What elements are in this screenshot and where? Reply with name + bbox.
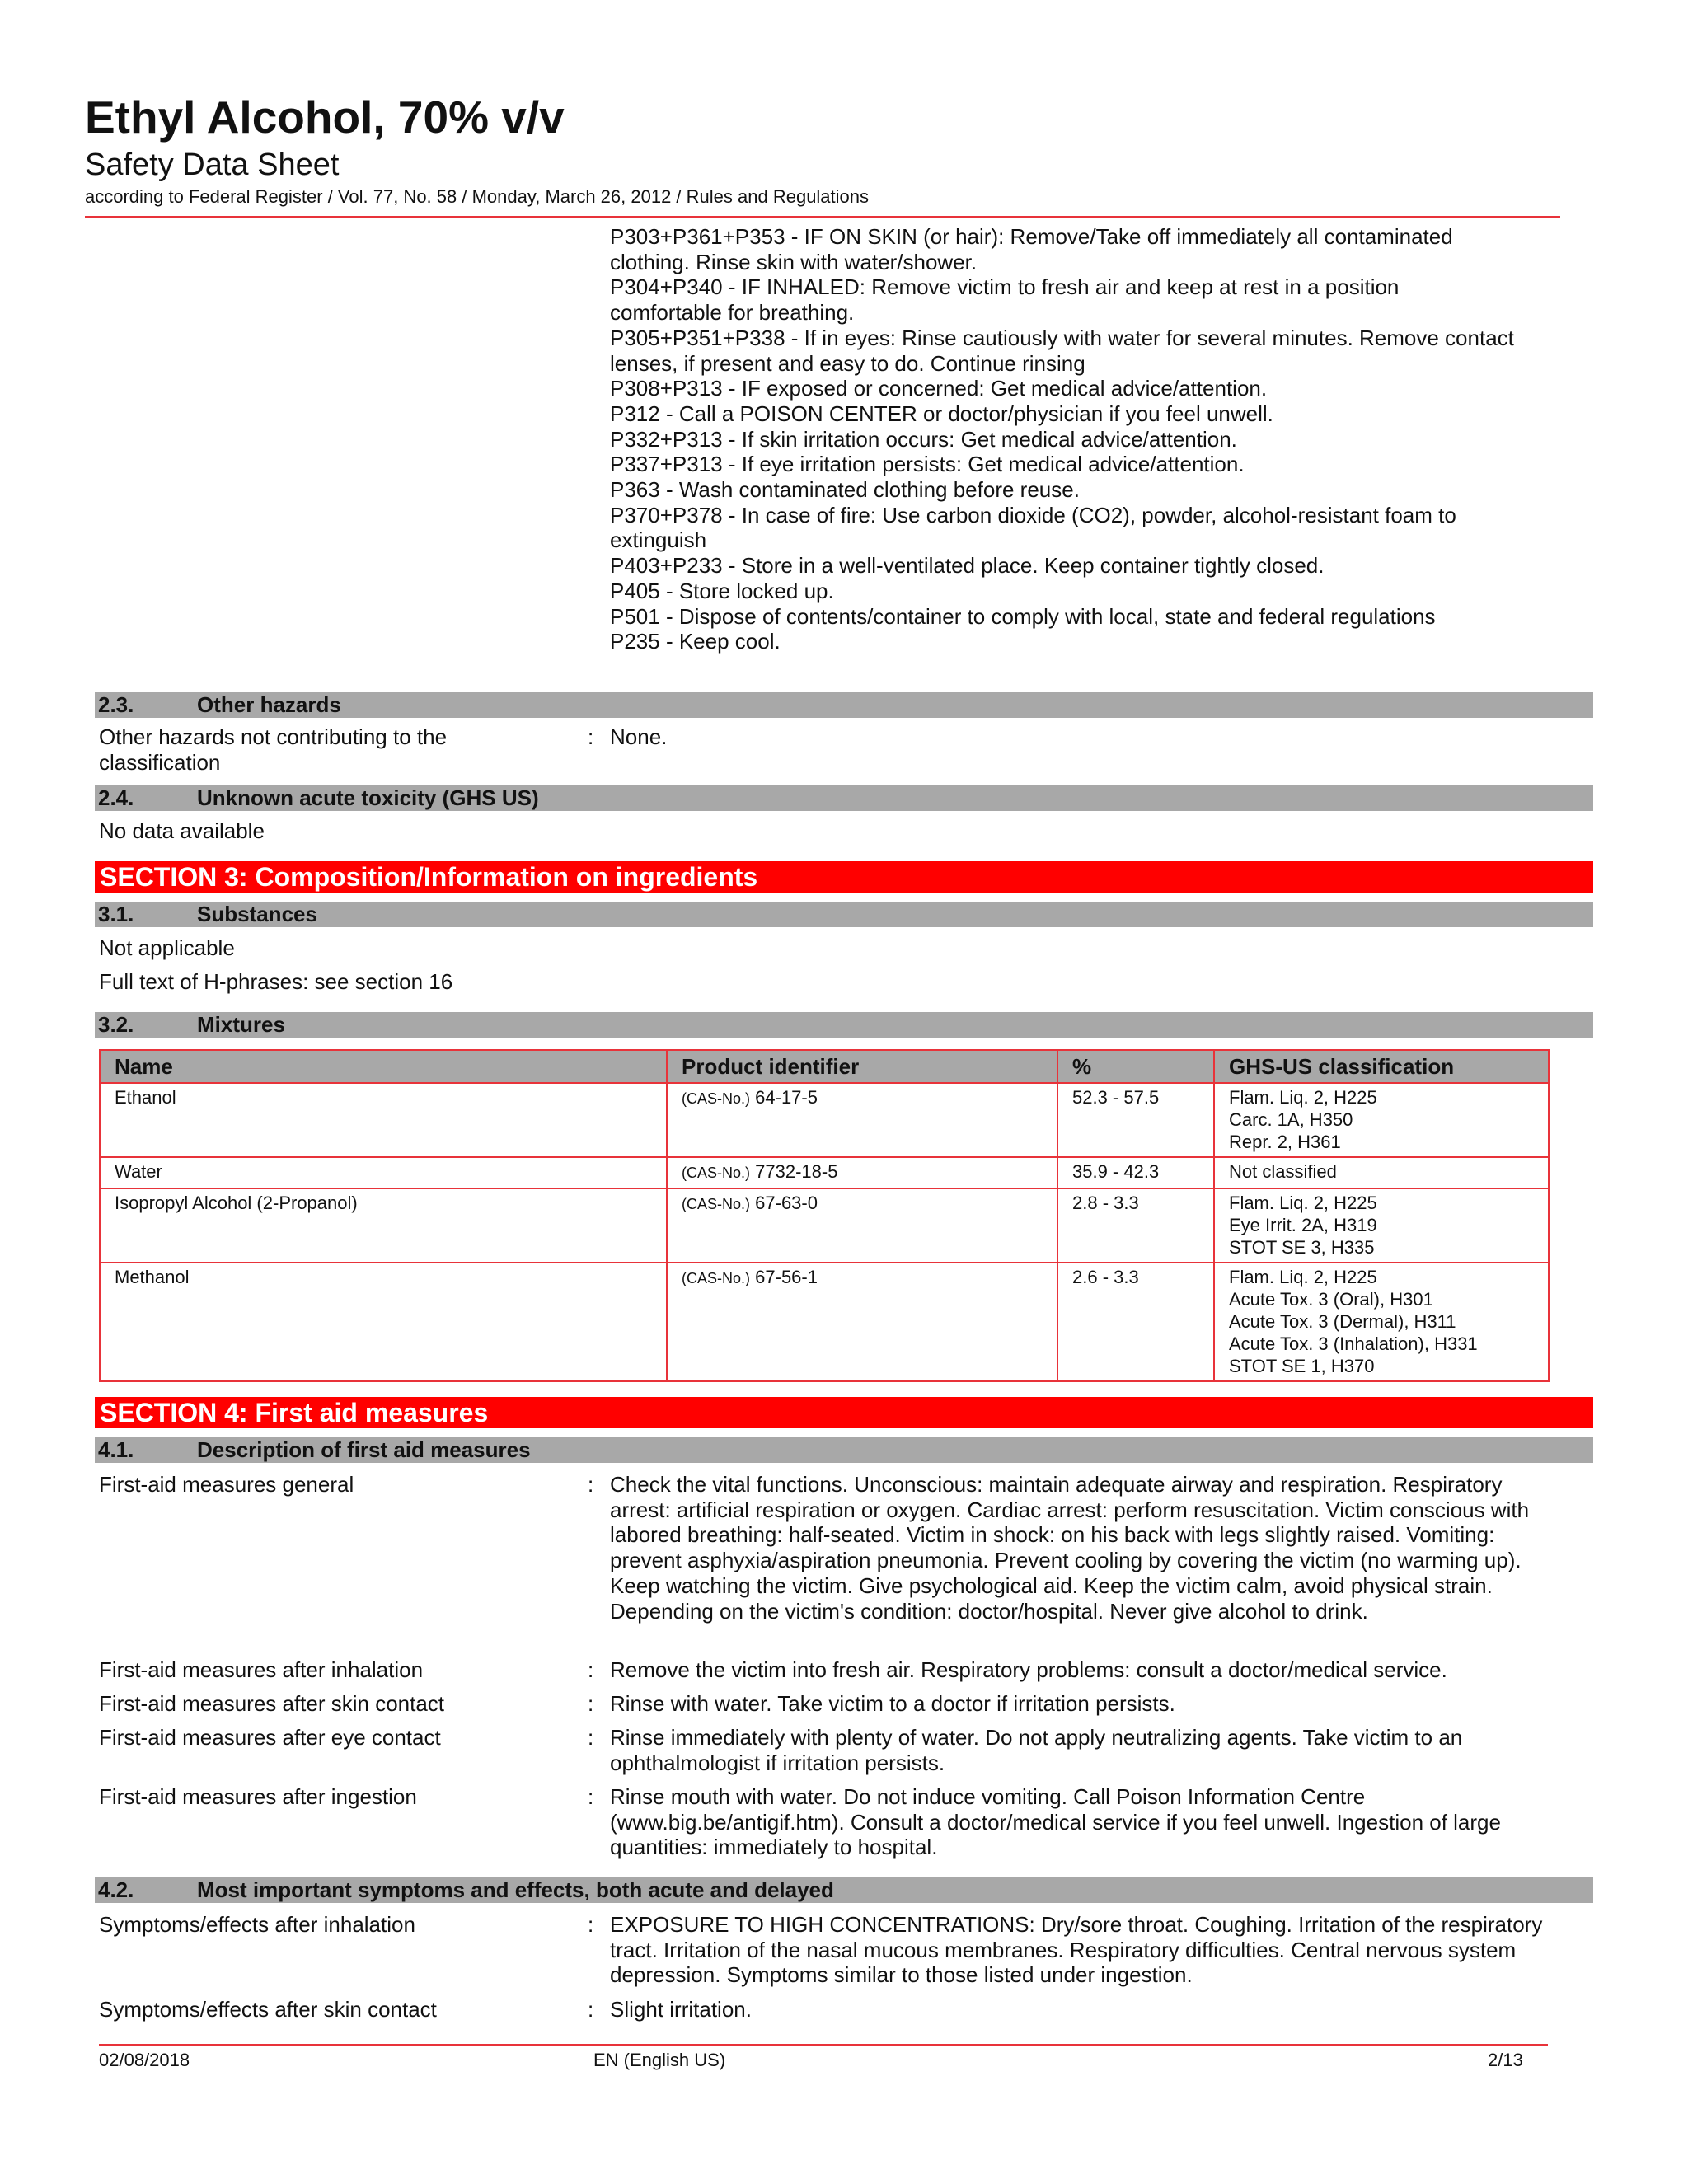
precautionary-line: extinguish <box>610 527 707 553</box>
subsection-title: Other hazards <box>197 692 341 717</box>
first-aid-skin-label: First-aid measures after skin contact <box>99 1691 445 1716</box>
precautionary-line: clothing. Rinse skin with water/shower. <box>610 249 978 274</box>
symptoms-inhalation-label: Symptoms/effects after inhalation <box>99 1912 415 1937</box>
precautionary-line: comfortable for breathing. <box>610 300 855 326</box>
document-subtitle: Safety Data Sheet <box>85 148 340 182</box>
subsection-title: Unknown acute toxicity (GHS US) <box>197 785 539 810</box>
field-colon: : <box>588 1657 594 1682</box>
ingredient-name: Water <box>100 1157 667 1188</box>
regulation-reference: according to Federal Register / Vol. 77, No. 58 / Monday, March 26, 2012 / Rules and Regulations <box>85 186 870 207</box>
first-aid-eye-label: First-aid measures after eye contact <box>99 1725 441 1750</box>
header-divider <box>85 216 1560 218</box>
subsection-number: 3.2. <box>98 1012 134 1037</box>
subsection-4-1-header <box>95 1437 1593 1463</box>
first-aid-inhalation-label: First-aid measures after inhalation <box>99 1657 424 1682</box>
ghs-line: Acute Tox. 3 (Inhalation), H331 <box>1229 1333 1478 1354</box>
first-aid-eye-value: Rinse immediately with plenty of water. Do not apply neutralizing agents. Take victim to an ophthalmologist if irritation persists. <box>610 1725 1463 1775</box>
acute-toxicity-text: No data available <box>99 818 265 843</box>
subsection-number: 3.1. <box>98 902 134 926</box>
symptoms-skin-label: Symptoms/effects after skin contact <box>99 1997 437 2022</box>
field-colon: : <box>588 1997 594 2022</box>
ghs-line: Eye Irrit. 2A, H319 <box>1229 1215 1377 1235</box>
precautionary-line: P501 - Dispose of contents/container to comply with local, state and federal regulations <box>610 603 1436 629</box>
subsection-4-2-header <box>95 1877 1593 1903</box>
cas-prefix: (CAS-No.) <box>682 1090 751 1107</box>
column-header-name: Name <box>100 1050 667 1083</box>
ghs-classification <box>1214 1083 1549 1157</box>
first-aid-skin-value: Rinse with water. Take victim to a doctor if irritation persists. <box>610 1691 1175 1716</box>
precautionary-line: P403+P233 - Store in a well-ventilated place. Keep container tightly closed. <box>610 553 1325 579</box>
field-colon: : <box>588 724 594 749</box>
ghs-line: Acute Tox. 3 (Dermal), H311 <box>1229 1311 1456 1332</box>
ghs-line: Flam. Liq. 2, H225 <box>1229 1267 1377 1287</box>
product-identifier <box>667 1157 1057 1188</box>
product-identifier <box>667 1188 1057 1263</box>
first-aid-ingestion-label: First-aid measures after ingestion <box>99 1784 417 1809</box>
ghs-line: Acute Tox. 3 (Oral), H301 <box>1229 1289 1433 1310</box>
field-colon: : <box>588 1691 594 1716</box>
subsection-number: 4.2. <box>98 1877 134 1902</box>
field-colon: : <box>588 1725 594 1750</box>
other-hazards-value: None. <box>610 724 668 749</box>
table-header-row <box>100 1050 1549 1083</box>
column-header-ghs-classification: GHS-US classification <box>1214 1050 1549 1083</box>
product-identifier <box>667 1263 1057 1381</box>
footer-page-number: 2/13 <box>1488 2050 1523 2070</box>
section-title: SECTION 3: Composition/Information on ingredients <box>100 862 758 892</box>
first-aid-general-value: Check the vital functions. Unconscious: maintain adequate airway and respiration. Respiratory arrest: artificial respiration or oxygen. Cardiac arrest: perform resuscitation. Victim conscious with labored breathing: half-seated. Victim in shock: on his back with legs slightly raised. Vomiting: prevent asphyxia/aspiration pneumonia. Prevent cooling by covering the victim (no warming up). Keep watching the victim. Give psychological aid. Keep the victim calm, avoid physical strain. Depending on the victim's condition: doctor/hospital. Never give alcohol to drink. <box>610 1472 1530 1624</box>
precautionary-line: lenses, if present and easy to do. Continue rinsing <box>610 350 1085 376</box>
subsection-3-2-header <box>95 1012 1593 1038</box>
subsection-2-4-header <box>95 785 1593 811</box>
table-row <box>100 1083 1549 1157</box>
table-row <box>100 1188 1549 1263</box>
precautionary-line: P405 - Store locked up. <box>610 578 834 603</box>
field-colon: : <box>588 1472 594 1497</box>
precautionary-line: P363 - Wash contaminated clothing before reuse. <box>610 477 1080 503</box>
first-aid-inhalation-value: Remove the victim into fresh air. Respiratory problems: consult a doctor/medical service. <box>610 1657 1447 1682</box>
cas-number: 64-17-5 <box>755 1087 818 1108</box>
first-aid-ingestion-value: Rinse mouth with water. Do not induce vomiting. Call Poison Information Centre (www.big.be/antigif.htm). Consult a doctor/medical service if you feel unwell. Ingestion of large quantities: immediately to hospital. <box>610 1784 1501 1860</box>
cas-number: 67-63-0 <box>755 1193 818 1213</box>
cas-prefix: (CAS-No.) <box>682 1270 751 1286</box>
field-colon: : <box>588 1784 594 1809</box>
footer-divider <box>99 2044 1548 2046</box>
ghs-classification <box>1214 1188 1549 1263</box>
subsection-title: Substances <box>197 902 317 926</box>
ghs-line: Repr. 2, H361 <box>1229 1132 1341 1152</box>
ingredient-name: Isopropyl Alcohol (2-Propanol) <box>100 1188 667 1263</box>
section-title: SECTION 4: First aid measures <box>100 1398 489 1427</box>
document-title: Ethyl Alcohol, 70% v/v <box>85 91 565 143</box>
percent-range: 2.6 - 3.3 <box>1057 1263 1214 1381</box>
precautionary-line: P312 - Call a POISON CENTER or doctor/physician if you feel unwell. <box>610 401 1273 426</box>
precautionary-line: P337+P313 - If eye irritation persists: Get medical advice/attention. <box>610 452 1245 477</box>
ingredient-name: Ethanol <box>100 1083 667 1157</box>
h-phrases-note: Full text of H-phrases: see section 16 <box>99 969 453 994</box>
ghs-line: Flam. Liq. 2, H225 <box>1229 1087 1377 1108</box>
precautionary-line: P304+P340 - IF INHALED: Remove victim to fresh air and keep at rest in a position <box>610 274 1400 300</box>
section-3-header <box>95 861 1593 893</box>
precautionary-line: P308+P313 - IF exposed or concerned: Get medical advice/attention. <box>610 376 1268 401</box>
cas-prefix: (CAS-No.) <box>682 1165 751 1181</box>
precautionary-line: P303+P361+P353 - IF ON SKIN (or hair): Remove/Take off immediately all contaminated <box>610 224 1453 249</box>
subsection-2-3-header <box>95 692 1593 718</box>
subsection-number: 4.1. <box>98 1437 134 1462</box>
precautionary-line: P332+P313 - If skin irritation occurs: Get medical advice/attention. <box>610 426 1237 452</box>
ghs-line: Not classified <box>1229 1161 1337 1182</box>
cas-prefix: (CAS-No.) <box>682 1196 751 1212</box>
field-colon: : <box>588 1912 594 1937</box>
ghs-classification <box>1214 1263 1549 1381</box>
symptoms-inhalation-value: EXPOSURE TO HIGH CONCENTRATIONS: Dry/sore throat. Coughing. Irritation of the respiratory tract. Irritation of the nasal mucous membranes. Respiratory difficulties. Central nervous system depression. Symptoms similar to those listed under ingestion. <box>610 1912 1543 1988</box>
subsection-title: Mixtures <box>197 1012 285 1037</box>
percent-range: 52.3 - 57.5 <box>1057 1083 1214 1157</box>
ghs-line: STOT SE 3, H335 <box>1229 1237 1375 1258</box>
ghs-line: Carc. 1A, H350 <box>1229 1109 1353 1130</box>
symptoms-skin-value: Slight irritation. <box>610 1997 752 2022</box>
subsection-number: 2.4. <box>98 785 134 810</box>
other-hazards-label: Other hazards not contributing to the classification <box>99 724 448 775</box>
column-header-product-identifier: Product identifier <box>667 1050 1057 1083</box>
ingredient-name: Methanol <box>100 1263 667 1381</box>
footer-language: EN (English US) <box>593 2050 726 2070</box>
percent-range: 35.9 - 42.3 <box>1057 1157 1214 1188</box>
cas-number: 7732-18-5 <box>755 1161 838 1182</box>
precautionary-line: P370+P378 - In case of fire: Use carbon dioxide (CO2), powder, alcohol-resistant foam to <box>610 502 1456 527</box>
cas-number: 67-56-1 <box>755 1267 818 1287</box>
subsection-title: Description of first aid measures <box>197 1437 531 1462</box>
ghs-line: STOT SE 1, H370 <box>1229 1356 1375 1376</box>
subsection-title: Most important symptoms and effects, both acute and delayed <box>197 1877 834 1902</box>
precautionary-line: P235 - Keep cool. <box>610 629 781 654</box>
substances-text: Not applicable <box>99 935 235 960</box>
subsection-3-1-header <box>95 902 1593 927</box>
precautionary-line: P305+P351+P338 - If in eyes: Rinse cautiously with water for several minutes. Remove contact <box>610 325 1514 350</box>
first-aid-general-label: First-aid measures general <box>99 1472 354 1497</box>
percent-range: 2.8 - 3.3 <box>1057 1188 1214 1263</box>
ghs-line: Flam. Liq. 2, H225 <box>1229 1193 1377 1213</box>
ghs-classification <box>1214 1157 1549 1188</box>
footer-date: 02/08/2018 <box>99 2050 190 2070</box>
precautionary-statements <box>610 224 1514 654</box>
product-identifier <box>667 1083 1057 1157</box>
mixtures-table <box>99 1049 1550 1382</box>
table-row <box>100 1157 1549 1188</box>
table-row <box>100 1263 1549 1381</box>
subsection-number: 2.3. <box>98 692 134 717</box>
column-header-percent: % <box>1057 1050 1214 1083</box>
section-4-header <box>95 1397 1593 1428</box>
